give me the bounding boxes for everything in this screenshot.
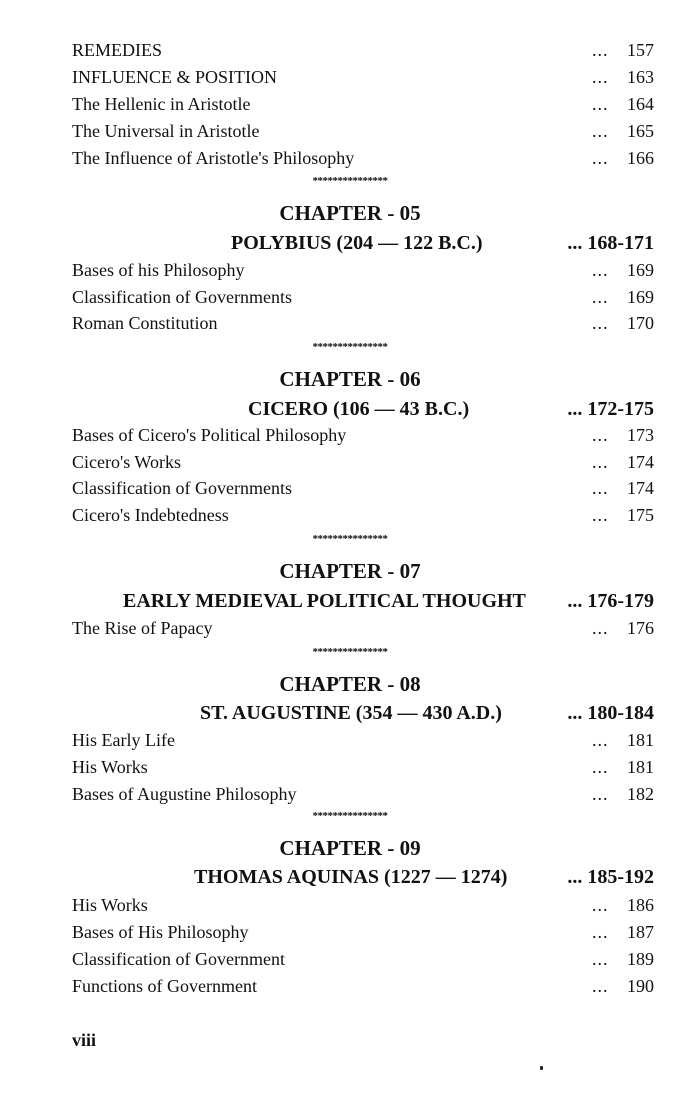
leader-dots: ... [592, 425, 609, 445]
section-separator: *************** [312, 810, 388, 822]
leader-dots: ... [592, 287, 609, 307]
toc-entry [72, 37, 654, 64]
chapter-page-range: ... 172-175 [567, 398, 654, 420]
toc-entry-page: 169 [627, 260, 654, 280]
toc-entry-page: 181 [627, 730, 654, 750]
toc-entry-page: 166 [627, 148, 654, 168]
toc-entry [72, 257, 654, 284]
chapter-title: POLYBIUS (204 — 122 B.C.) [231, 232, 483, 254]
leader-dots: ... [592, 922, 609, 942]
chapter-title-row [72, 395, 654, 423]
toc-entry [72, 973, 654, 1000]
toc-entry [72, 727, 654, 754]
toc-entry-page: 163 [627, 67, 654, 87]
toc-entry [72, 781, 654, 808]
toc-entry-label: Cicero's Works [72, 452, 181, 472]
leader-dots: ... [592, 452, 609, 472]
leader-dots: ... [592, 505, 609, 525]
toc-entry [72, 946, 654, 973]
leader-dots: ... [592, 40, 609, 60]
leader-dots: ... [592, 895, 609, 915]
chapter-heading: CHAPTER - 08 [279, 672, 421, 696]
section-separator: *************** [312, 646, 388, 658]
section-separator: *************** [312, 533, 388, 545]
toc-entry [72, 422, 654, 449]
toc-entry-page: 173 [627, 425, 654, 445]
toc-entry-label: The Influence of Aristotle's Philosophy [72, 148, 355, 168]
toc-entry-label: Cicero's Indebtedness [72, 505, 229, 525]
toc-entry [72, 919, 654, 946]
toc-entry [72, 284, 654, 311]
leader-dots: ... [592, 976, 609, 996]
toc-entry [72, 892, 654, 919]
toc-entry-page: 186 [627, 895, 654, 915]
chapter-heading: CHAPTER - 06 [279, 367, 421, 391]
leader-dots: ... [592, 757, 609, 777]
toc-entry-page: 174 [627, 452, 654, 472]
leader-dots: ... [592, 478, 609, 498]
toc-entry [72, 118, 654, 145]
section-separator: *************** [312, 175, 388, 187]
toc-entry-label: His Early Life [72, 730, 175, 750]
scan-speck [540, 1066, 543, 1070]
toc-entry-label: Bases of his Philosophy [72, 260, 245, 280]
toc-entry-page: 176 [627, 618, 654, 638]
toc-entry [72, 145, 654, 172]
leader-dots: ... [592, 618, 609, 638]
leader-dots: ... [592, 313, 609, 333]
toc-entry-page: 181 [627, 757, 654, 777]
toc-entry-label: The Universal in Aristotle [72, 121, 260, 141]
leader-dots: ... [592, 67, 609, 87]
toc-entry-page: 182 [627, 784, 654, 804]
toc-entry-page: 164 [627, 94, 654, 114]
toc-entry-page: 187 [627, 922, 654, 942]
leader-dots: ... [592, 148, 609, 168]
chapter-title: ST. AUGUSTINE (354 — 430 A.D.) [200, 702, 502, 724]
chapter-title: EARLY MEDIEVAL POLITICAL THOUGHT [123, 590, 526, 612]
leader-dots: ... [592, 949, 609, 969]
toc-entry [72, 310, 654, 337]
chapter-title-row [72, 699, 654, 727]
chapter-title-row [72, 587, 654, 615]
leader-dots: ... [592, 260, 609, 280]
leader-dots: ... [592, 121, 609, 141]
toc-entry-label: Classification of Government [72, 949, 285, 969]
toc-entry [72, 754, 654, 781]
page-number: viii [72, 1030, 97, 1050]
chapter-page-range: ... 180-184 [567, 702, 654, 724]
chapter-page-range: ... 176-179 [567, 590, 654, 612]
toc-entry-page: 190 [627, 976, 654, 996]
toc-entry [72, 449, 654, 476]
chapter-heading: CHAPTER - 05 [279, 201, 421, 225]
toc-entry [72, 502, 654, 529]
toc-entry-label: Classification of Governments [72, 478, 292, 498]
toc-entry [72, 475, 654, 502]
toc-entry-label: Functions of Government [72, 976, 257, 996]
chapter-heading: CHAPTER - 07 [279, 559, 421, 583]
toc-entry [72, 64, 654, 91]
toc-entry-page: 174 [627, 478, 654, 498]
toc-entry-page: 189 [627, 949, 654, 969]
toc-entry-label: Roman Constitution [72, 313, 218, 333]
chapter-heading: CHAPTER - 09 [279, 836, 421, 860]
chapter-page-range: ... 168-171 [567, 232, 654, 254]
toc-entry-label: Bases of Augustine Philosophy [72, 784, 297, 804]
toc-entry-label: Classification of Governments [72, 287, 292, 307]
toc-entry-page: 165 [627, 121, 654, 141]
chapter-title: CICERO (106 — 43 B.C.) [248, 398, 470, 420]
chapter-page-range: ... 185-192 [567, 866, 654, 888]
toc-entry [72, 615, 654, 642]
toc-entry-label: REMEDIES [72, 40, 162, 60]
toc-entry [72, 91, 654, 118]
leader-dots: ... [592, 94, 609, 114]
leader-dots: ... [592, 730, 609, 750]
toc-entry-label: The Rise of Papacy [72, 618, 213, 638]
leader-dots: ... [592, 784, 609, 804]
toc-entry-label: His Works [72, 757, 148, 777]
toc-entry-label: INFLUENCE & POSITION [72, 67, 277, 87]
toc-entry-page: 157 [627, 40, 654, 60]
toc-entry-label: Bases of His Philosophy [72, 922, 249, 942]
toc-entry-page: 169 [627, 287, 654, 307]
chapter-title-row [72, 229, 654, 257]
toc-entry-page: 175 [627, 505, 654, 525]
toc-entry-label: Bases of Cicero's Political Philosophy [72, 425, 347, 445]
chapter-title-row [72, 863, 654, 891]
toc-entry-label: The Hellenic in Aristotle [72, 94, 251, 114]
section-separator: *************** [312, 341, 388, 353]
chapter-title: THOMAS AQUINAS (1227 — 1274) [194, 866, 508, 888]
toc-entry-page: 170 [627, 313, 654, 333]
toc-entry-label: His Works [72, 895, 148, 915]
